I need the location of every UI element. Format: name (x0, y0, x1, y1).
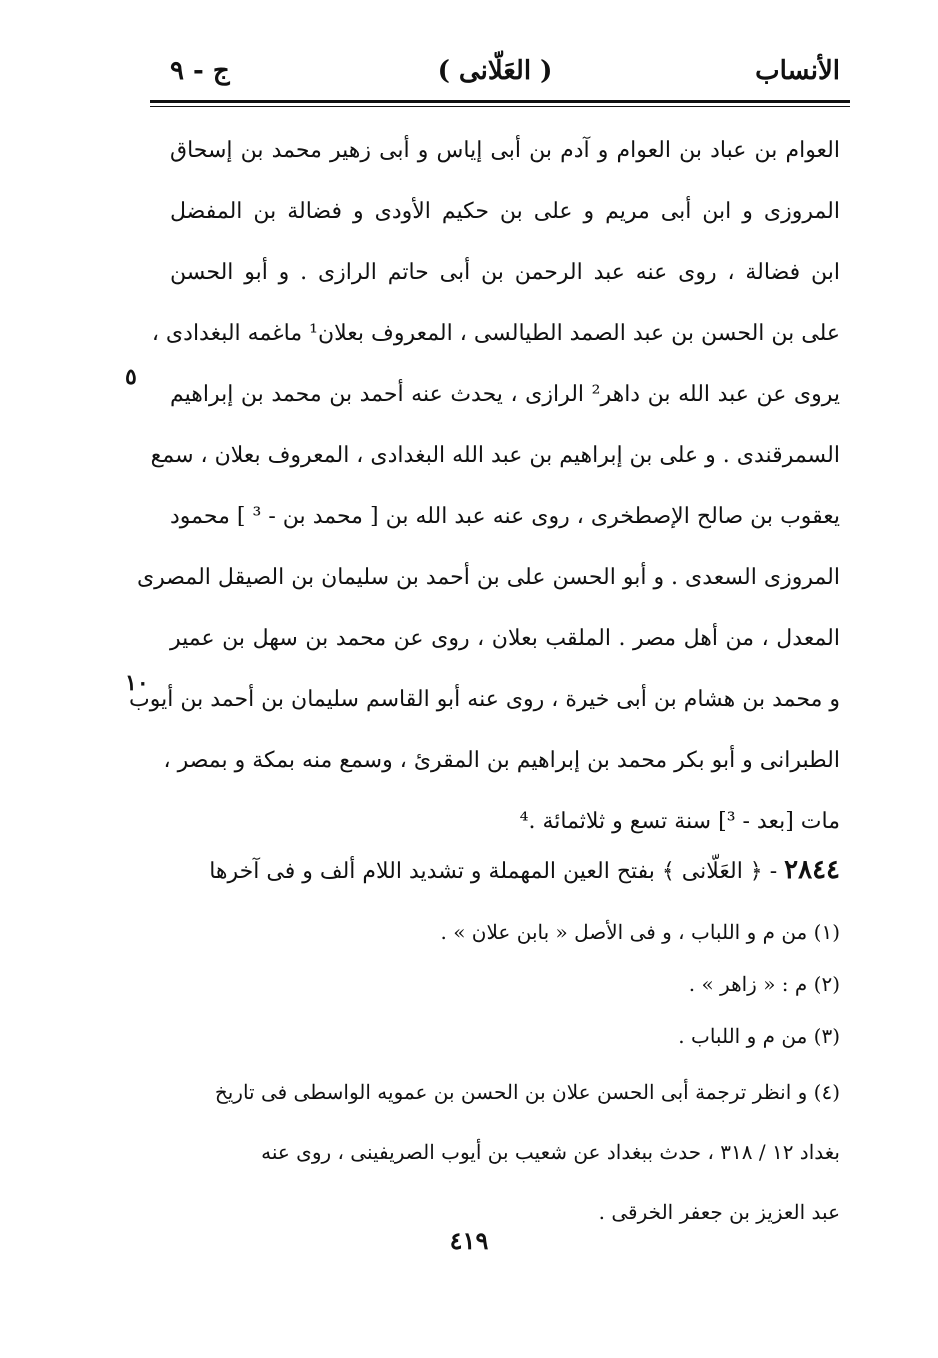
text-line: على بن الحسن بن عبد الصمد الطيالسى ، المعروف بعلان¹ ماغمه البغدادى ، (151, 321, 840, 346)
footnote-4-continued: عبد العزيز بن جعفر الخرقى . (598, 1200, 840, 1224)
line-number-10: ١٠ (125, 670, 149, 696)
entry-2844 (170, 840, 840, 901)
volume-label: ج - ٩ (170, 56, 230, 86)
book-title: الأنساب (755, 56, 840, 86)
footnotes (170, 906, 840, 1242)
footnote-4: (٤) و انظر ترجمة أبى الحسن علان بن الحسن بن عمويه الواسطى فى تاريخ (214, 1080, 840, 1104)
line-number-5: ٥ (125, 364, 137, 390)
text-line: العوام بن عباد بن العوام و آدم بن أبى إياس و أبى زهير محمد بن إسحاق (170, 138, 840, 163)
footnote-3: (٣) من م و اللباب . (678, 1024, 840, 1048)
header-rule-thin (150, 106, 850, 107)
entry-heading: ( العَلّانى ) (437, 56, 553, 86)
running-header (150, 52, 840, 96)
entry-dash: - (769, 859, 778, 884)
footnote-1: (١) من م و اللباب ، و فى الأصل « بابن علان » . (440, 920, 840, 944)
text-line: مات [بعد - ³] سنة تسع و ثلاثمائة .⁴ (519, 809, 840, 834)
text-line: المروزى و ابن أبى مريم و على بن حكيم الأودى و فضالة بن المفضل (170, 199, 840, 224)
entry-text: ﴿ العَلّانى ﴾ بفتح العين المهملة و تشديد اللام ألف و فى آخرها (209, 859, 763, 884)
text-line: السمرقندى . و على بن إبراهيم بن عبد الله البغدادى ، المعروف بعلان ، سمع (150, 443, 840, 468)
text-line: يعقوب بن صالح الإصطخرى ، روى عنه عبد الله بن [ محمد بن - ³ ] محمود (170, 504, 841, 529)
text-line: ابن فضالة ، روى عنه عبد الرحمن بن أبى حاتم الرازى . و أبو الحسن (170, 260, 840, 285)
text-line: المعدل ، من أهل مصر . الملقب بعلان ، روى عن محمد بن سهل بن عمير (170, 626, 840, 651)
text-line: الطبرانى و أبو بكر محمد بن إبراهيم بن المقرئ ، وسمع منه بمكة و بمصر ، (163, 748, 840, 773)
footnote-2: (٢) م : « زاهر » . (688, 972, 840, 996)
text-line: و محمد بن هشام بن أبى خيرة ، روى عنه أبو القاسم سليمان بن أحمد بن أيوب (129, 687, 840, 712)
page-number: ٤١٩ (449, 1226, 489, 1255)
header-rule-thick (150, 100, 850, 103)
text-line: المروزى السعدى . و أبو الحسن على بن أحمد بن سليمان بن الصيقل المصرى (136, 565, 840, 590)
footnote-4-continued: بغداد ١٢ / ٣١٨ ، حدث ببغداد عن شعيب بن أيوب الصريفينى ، روى عنه (261, 1140, 840, 1164)
text-line: يروى عن عبد الله بن داهر² الرازى ، يحدث عنه أحمد بن محمد بن إبراهيم (170, 382, 841, 407)
entry-number: ٢٨٤٤ (784, 855, 840, 885)
